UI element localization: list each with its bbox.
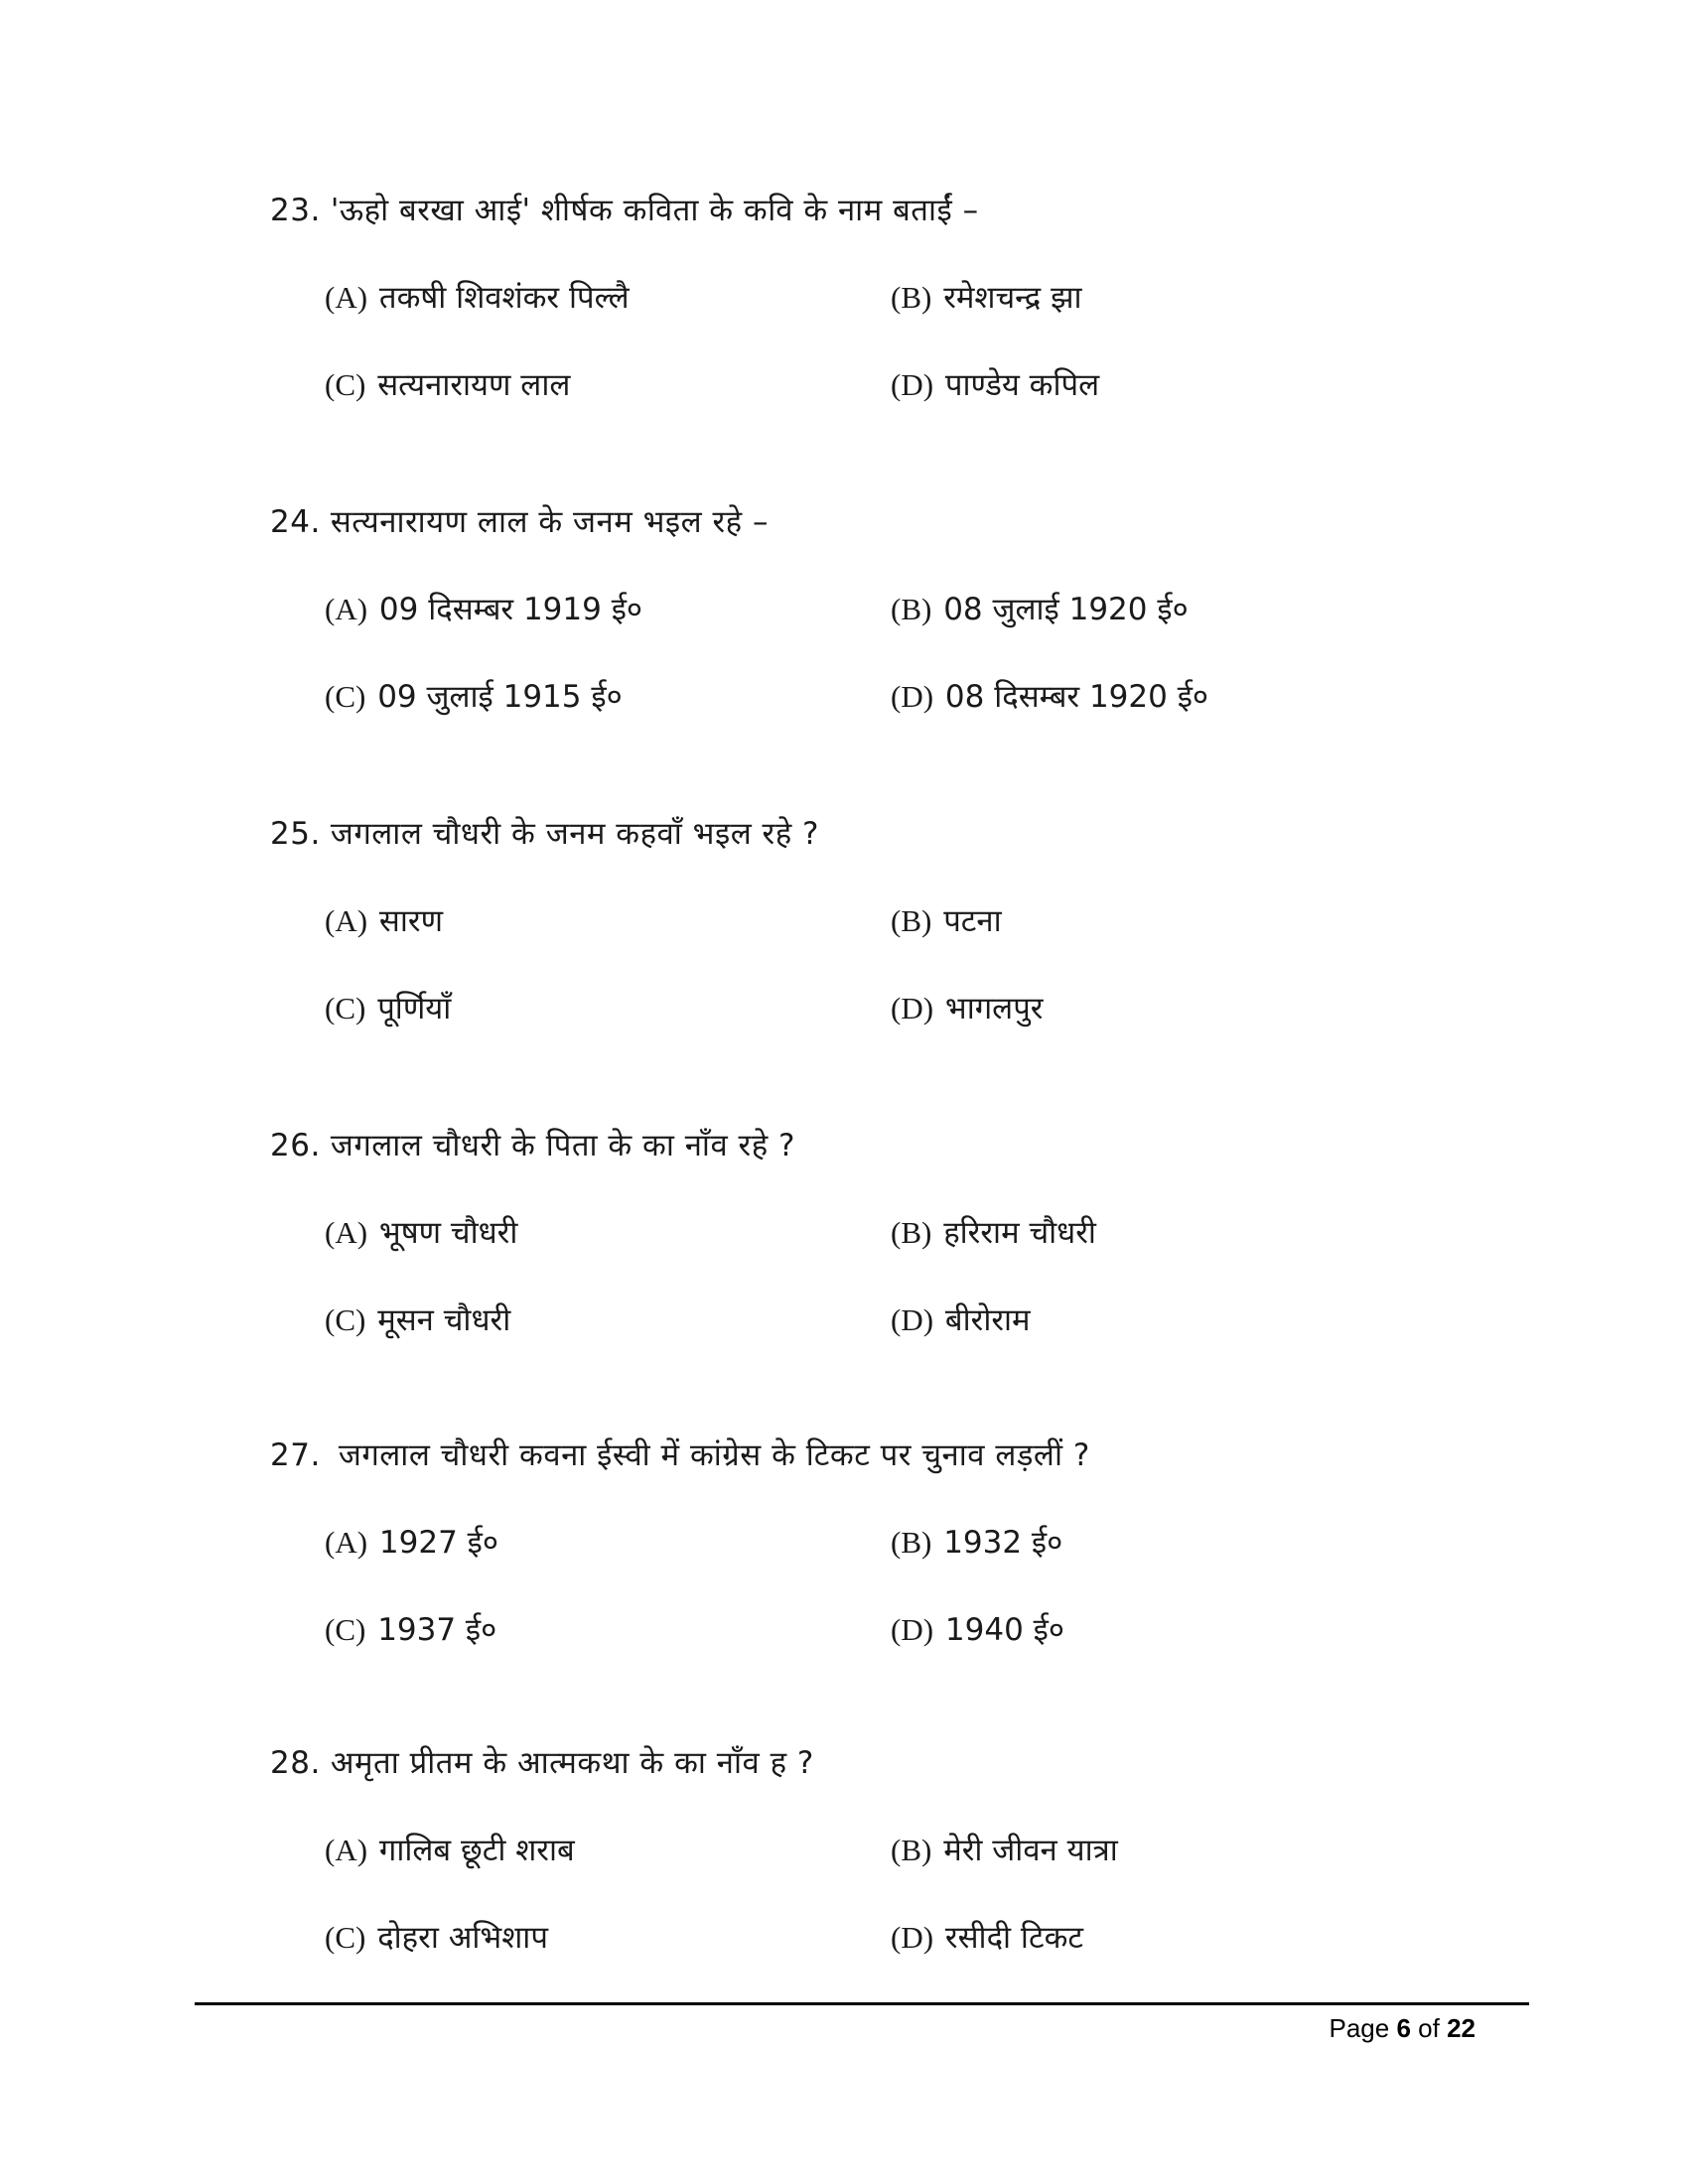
option-text: पटना [943,903,1002,939]
option-c [325,987,451,1028]
of-word: of [1418,2013,1440,2043]
question-text: जगलाल चौधरी कवना ईस्वी में कांग्रेस के टिकट पर चुनाव लड़लीं ? [338,1437,1090,1473]
option-a [325,276,630,318]
option-c [325,1608,496,1650]
total-pages: 22 [1447,2013,1476,2043]
question-stem [270,812,819,854]
option-label: (C) [325,367,366,402]
option-d [891,1298,1031,1340]
option-text: 1937 ई० [377,1612,497,1648]
question-text: अमृता प्रीतम के आत्मकथा के का नाँव ह ? [330,1745,814,1781]
option-text: मूसन चौधरी [377,1302,511,1338]
question-text: जगलाल चौधरी के जनम कहवाँ भइल रहे ? [330,816,820,852]
option-text: रमेशचन्द्र झा [943,280,1082,316]
question-number: 26. [270,1128,321,1163]
option-d [891,1916,1083,1958]
question-text: जगलाल चौधरी के पिता के का नाँव रहे ? [330,1128,796,1163]
question-stem [270,189,979,230]
question-number: 24. [270,504,321,540]
option-a [325,1211,517,1253]
question-number: 28. [270,1745,321,1781]
option-b [891,1211,1096,1253]
option-label: (A) [325,1525,368,1560]
option-label: (B) [891,903,932,938]
question-number: 25. [270,816,321,852]
option-text: 09 जुलाई 1915 ई० [377,679,623,715]
footer-divider [195,2002,1529,2005]
option-text: मेरी जीवन यात्रा [943,1833,1118,1868]
question-stem [270,500,769,542]
option-label: (D) [891,367,934,402]
option-text: पूर्णियाँ [377,991,452,1026]
option-b [891,276,1082,318]
question-text: सत्यनारायण लाल के जनम भइल रहे – [330,504,769,540]
option-c [325,1916,548,1958]
question-text: 'ऊहो बरखा आई' शीर्षक कविता के कवि के नाम बताईं – [330,193,979,228]
option-text: 08 दिसम्बर 1920 ई० [944,679,1209,715]
option-text: 1940 ई० [944,1612,1064,1648]
option-label: (B) [891,1215,932,1250]
option-text: बीरोराम [944,1302,1031,1338]
option-text: रसीदी टिकट [944,1920,1083,1956]
page-number [1329,2013,1476,2044]
option-text: 1927 ई० [378,1525,498,1561]
option-text: सत्यनारायण लाल [377,367,571,403]
option-c [325,363,570,405]
option-label: (C) [325,1920,366,1955]
option-d [891,987,1044,1028]
option-text: दोहरा अभिशाप [377,1920,548,1956]
option-label: (B) [891,1525,932,1560]
option-a [325,899,443,941]
question-number: 23. [270,193,321,228]
option-label: (D) [891,1612,934,1647]
option-text: सारण [378,903,443,939]
question-stem [270,1741,814,1783]
option-label: (A) [325,592,368,626]
option-text: तकषी शिवशंकर पिल्लै [378,280,630,316]
option-label: (C) [325,1302,366,1337]
question-stem [270,1124,795,1165]
option-a [325,1521,498,1563]
option-label: (B) [891,1833,932,1867]
page-word: Page [1329,2013,1390,2043]
option-text: 08 जुलाई 1920 ई० [943,592,1189,627]
option-d [891,675,1208,717]
option-label: (A) [325,280,368,315]
option-a [325,1829,575,1870]
option-d [891,363,1099,405]
option-a [325,588,642,629]
question-stem [270,1433,1090,1475]
option-label: (C) [325,991,366,1025]
option-b [891,899,1002,941]
option-text: भूषण चौधरी [378,1215,518,1251]
option-label: (D) [891,991,934,1025]
option-label: (A) [325,1215,368,1250]
option-c [325,1298,510,1340]
option-text: 09 दिसम्बर 1919 ई० [378,592,643,627]
current-page: 6 [1396,2013,1411,2043]
option-text: 1932 ई० [943,1525,1063,1561]
option-label: (B) [891,592,932,626]
option-c [325,675,623,717]
question-number: 27. [270,1437,321,1473]
option-text: हरिराम चौधरी [943,1215,1096,1251]
option-label: (D) [891,679,934,714]
option-b [891,1521,1062,1563]
option-text: पाण्डेय कपिल [944,367,1100,403]
option-label: (D) [891,1302,934,1337]
option-label: (B) [891,280,932,315]
option-label: (C) [325,1612,366,1647]
option-label: (A) [325,1833,368,1867]
option-label: (A) [325,903,368,938]
option-text: भागलपुर [944,991,1044,1026]
option-b [891,588,1189,629]
option-label: (C) [325,679,366,714]
option-text: गालिब छूटी शराब [378,1833,575,1868]
option-d [891,1608,1064,1650]
option-label: (D) [891,1920,934,1955]
option-b [891,1829,1118,1870]
